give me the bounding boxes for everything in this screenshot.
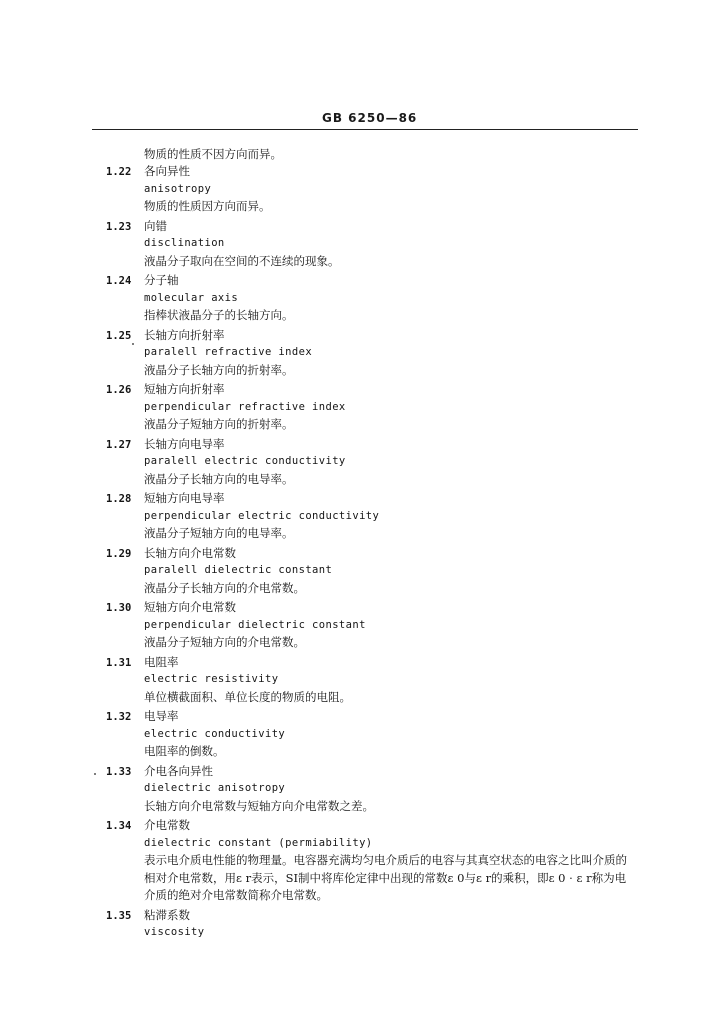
term-number: 1.23: [106, 220, 132, 233]
term-definition: 液晶分子长轴方向的介电常数。: [144, 580, 305, 595]
term-chinese: 短轴方向电导率: [144, 491, 225, 505]
term-definition: 单位横截面积、单位长度的物质的电阻。: [144, 689, 351, 704]
term-english: electric conductivity: [144, 727, 286, 740]
term-english: molecular axis: [144, 291, 239, 304]
term-chinese: 长轴方向介电常数: [144, 545, 236, 560]
term-chinese: 粘滞系数: [144, 907, 190, 922]
term-definition: 表示电介质电性能的物理量。电容器充满均匀电介质后的电容与其真空状态的电容之比叫介质的相对介电常数，用ε r表示，SI制中将库伦定律中出现的常数ε 0与ε r的乘积，即ε 0 · ε r称为电介质的绝对介电常数简称介电常数。: [144, 853, 627, 902]
term-chinese: 短轴方向折射率: [144, 382, 225, 396]
term-definition: 指棒状液晶分子的长轴方向。: [144, 308, 294, 322]
scan-speck: [94, 773, 96, 775]
term-definition: 液晶分子长轴方向的电导率。: [144, 471, 294, 486]
term-chinese: 介电常数: [144, 818, 190, 832]
term-chinese: 分子轴: [144, 273, 179, 287]
term-definition: 液晶分子长轴方向的折射率。: [144, 362, 294, 377]
term-number: 1.35: [106, 909, 132, 922]
term-english: perpendicular electric conductivity: [144, 509, 380, 522]
term-number: 1.25: [106, 329, 132, 342]
header-divider: [92, 129, 638, 130]
term-definition: 液晶分子取向在空间的不连续的现象。: [144, 253, 340, 268]
term-entry: [0, 218, 724, 271]
term-definition: 电阻率的倒数。: [144, 744, 225, 758]
standard-code-header: GB 6250—86: [322, 111, 418, 125]
scan-speck: [132, 343, 134, 345]
term-number: 1.29: [106, 547, 132, 560]
term-entry: [0, 654, 724, 707]
term-english: perpendicular dielectric constant: [144, 618, 366, 631]
term-entry: [0, 490, 724, 543]
term-entry: [0, 907, 724, 942]
term-english: viscosity: [144, 926, 205, 938]
term-number: 1.33: [106, 765, 132, 778]
term-chinese: 长轴方向电导率: [144, 436, 225, 451]
term-definition: 液晶分子短轴方向的介电常数。: [144, 635, 305, 649]
term-number: 1.32: [106, 711, 132, 723]
term-entry: [0, 545, 724, 598]
term-number: 1.31: [106, 656, 132, 669]
term-english: dielectric constant (permiability): [144, 836, 373, 849]
term-chinese: 短轴方向介电常数: [144, 600, 236, 614]
term-definition: 液晶分子短轴方向的折射率。: [144, 417, 294, 431]
term-english: dielectric anisotropy: [144, 782, 286, 794]
term-number: 1.34: [106, 820, 132, 832]
term-entry: [0, 599, 724, 652]
term-number: 1.26: [106, 384, 132, 396]
term-english: perpendicular refractive index: [144, 400, 346, 413]
term-entry: [0, 436, 724, 489]
term-entry: [0, 817, 724, 905]
term-entry: [0, 163, 724, 216]
term-chinese: 电导率: [144, 709, 179, 723]
term-english: paralell dielectric constant: [144, 564, 333, 576]
continuation-definition: 物质的性质不因方向而异。: [144, 147, 282, 161]
term-definition: 液晶分子短轴方向的电导率。: [144, 526, 294, 540]
term-chinese: 电阻率: [144, 654, 179, 669]
term-chinese: 介电各向异性: [144, 763, 213, 778]
term-number: 1.30: [106, 602, 132, 614]
term-entry: [0, 327, 724, 380]
term-number: 1.27: [106, 438, 132, 451]
term-chinese: 向错: [144, 218, 167, 233]
term-english: electric resistivity: [144, 673, 279, 685]
term-definition: 物质的性质因方向而异。: [144, 199, 271, 213]
term-number: 1.28: [106, 493, 132, 505]
term-english: paralell refractive index: [144, 346, 313, 358]
term-number: 1.22: [106, 166, 132, 178]
term-definition: 长轴方向介电常数与短轴方向介电常数之差。: [144, 798, 374, 813]
term-english: paralell electric conductivity: [144, 455, 346, 467]
term-chinese: 各向异性: [144, 164, 190, 178]
term-entries: [0, 163, 724, 944]
term-entry: [0, 708, 724, 761]
term-entry: [0, 381, 724, 434]
term-english: anisotropy: [144, 182, 212, 195]
term-entry: [0, 272, 724, 325]
term-number: 1.24: [106, 275, 132, 287]
term-entry: [0, 763, 724, 816]
term-english: disclination: [144, 237, 225, 249]
term-chinese: 长轴方向折射率: [144, 327, 225, 342]
